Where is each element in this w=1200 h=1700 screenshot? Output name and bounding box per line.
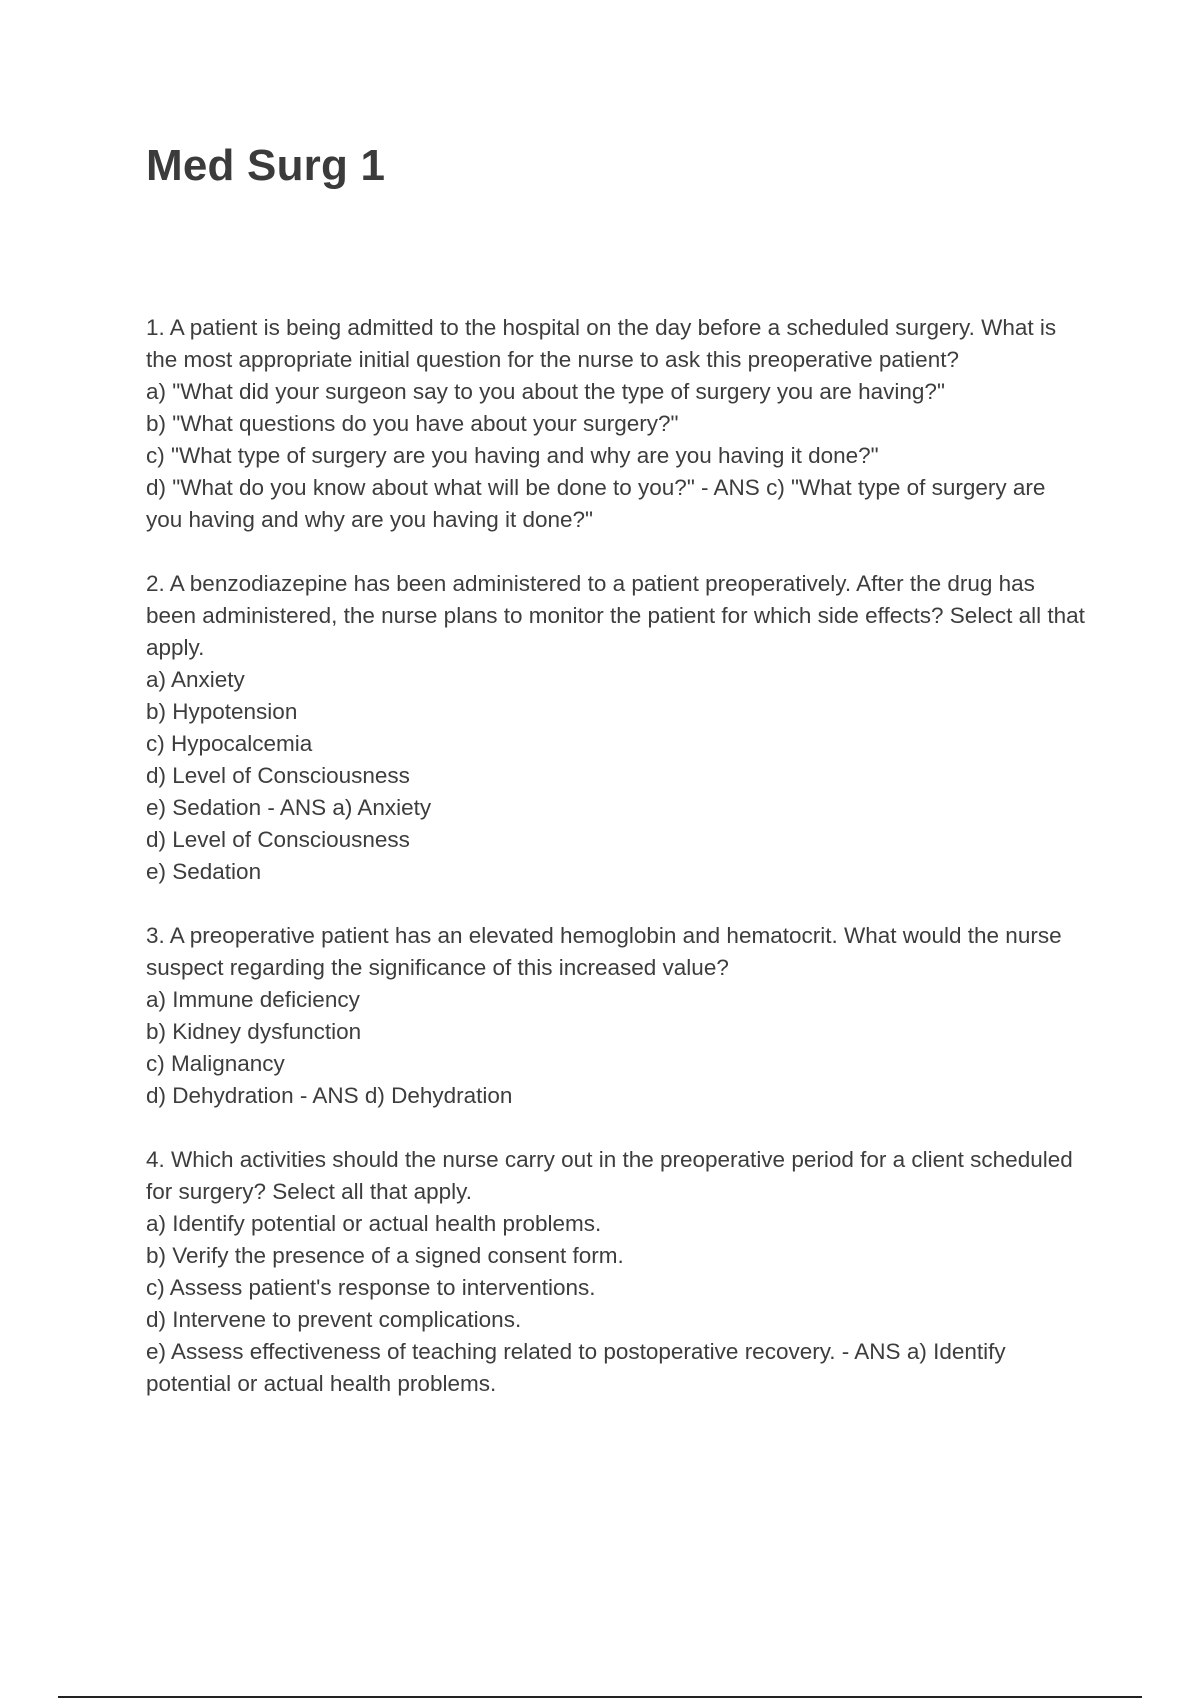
answer-option: d) Level of Consciousness: [146, 763, 410, 788]
question-3: [146, 920, 1086, 1112]
answer-option-with-key: d) Dehydration - ANS d) Dehydration: [146, 1083, 513, 1108]
question-2: [146, 568, 1086, 888]
question-stem: 1. A patient is being admitted to the hospital on the day before a scheduled surgery. What is the most appropriate initial question for the nurse to ask this preoperative patient?: [146, 315, 1057, 372]
answer-option: c) Assess patient's response to interventions.: [146, 1275, 596, 1300]
answer-key-line: e) Sedation: [146, 859, 262, 884]
answer-option: b) Kidney dysfunction: [146, 1019, 362, 1044]
answer-key-line: d) Level of Consciousness: [146, 827, 410, 852]
question-stem: 2. A benzodiazepine has been administered to a patient preoperatively. After the drug has been administered, the nurse plans to monitor the patient for which side effects? Select all that apply.: [146, 571, 1085, 660]
question-4: [146, 1144, 1086, 1400]
answer-option: c) Hypocalcemia: [146, 731, 313, 756]
footer-divider: [58, 1696, 1142, 1698]
answer-option: d) Intervene to prevent complications.: [146, 1307, 522, 1332]
answer-option: c) "What type of surgery are you having and why are you having it done?": [146, 443, 879, 468]
question-list: [146, 312, 1086, 1432]
answer-option: a) "What did your surgeon say to you about the type of surgery you are having?": [146, 379, 945, 404]
answer-option: a) Identify potential or actual health problems.: [146, 1211, 602, 1236]
question-stem: 3. A preoperative patient has an elevated hemoglobin and hematocrit. What would the nurse suspect regarding the significance of this increased value?: [146, 923, 1062, 980]
answer-option: b) Verify the presence of a signed consent form.: [146, 1243, 624, 1268]
answer-option: b) Hypotension: [146, 699, 298, 724]
answer-option: b) "What questions do you have about your surgery?": [146, 411, 679, 436]
answer-option: c) Malignancy: [146, 1051, 285, 1076]
answer-option-with-key: d) "What do you know about what will be done to you?" - ANS c) "What type of surgery are you having and why are you having it done?": [146, 475, 1046, 532]
answer-option: a) Anxiety: [146, 667, 245, 692]
page-title: Med Surg 1: [146, 141, 386, 190]
question-1: [146, 312, 1086, 536]
question-stem: 4. Which activities should the nurse carry out in the preoperative period for a client scheduled for surgery? Select all that apply.: [146, 1147, 1073, 1204]
answer-option-with-key: e) Sedation - ANS a) Anxiety: [146, 795, 432, 820]
answer-option: a) Immune deficiency: [146, 987, 360, 1012]
answer-option-with-key: e) Assess effectiveness of teaching related to postoperative recovery. - ANS a) Identify potential or actual health problems.: [146, 1339, 1006, 1396]
